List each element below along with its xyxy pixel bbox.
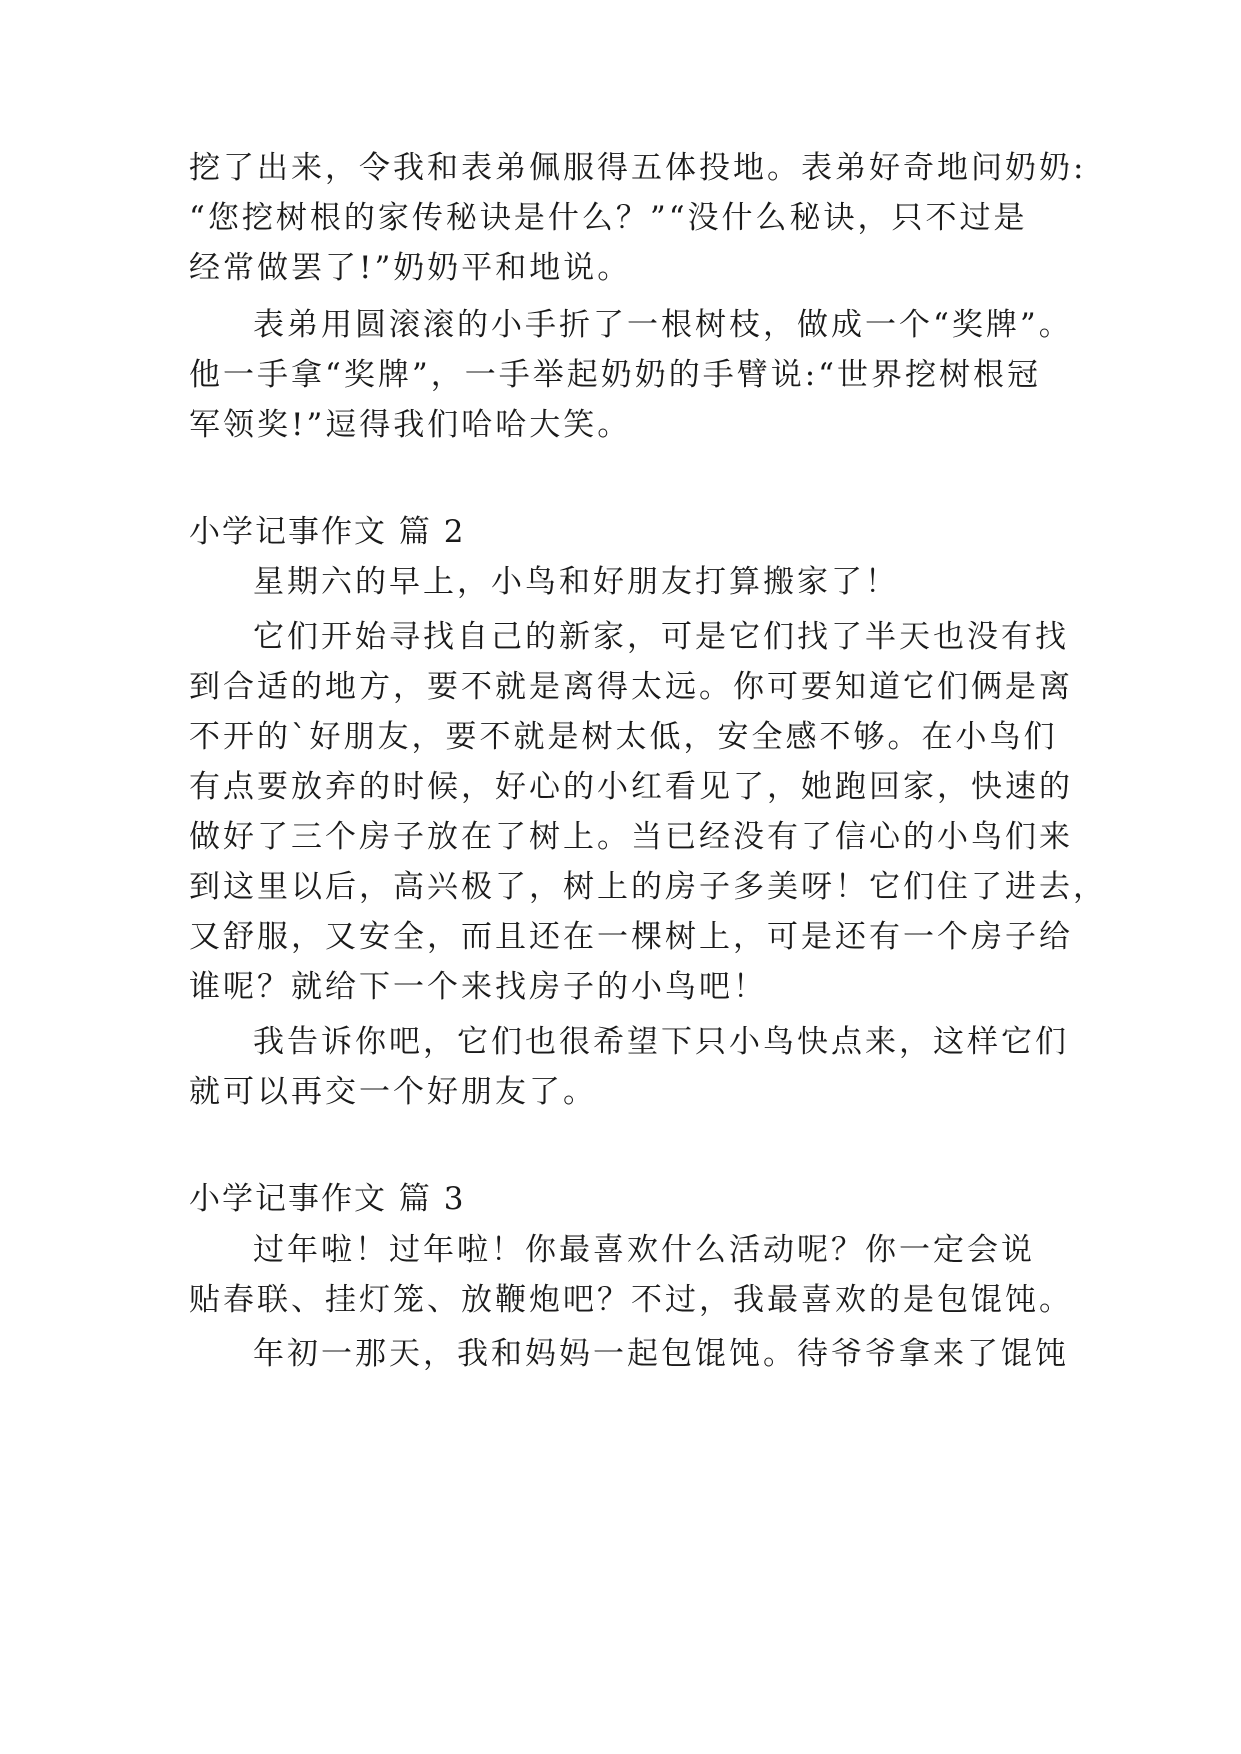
paragraph-line: 过年啦！过年啦！你最喜欢什么活动呢？你一定会说 (253, 1232, 1035, 1268)
paragraph-line: 挖了出来，令我和表弟佩服得五体投地。表弟好奇地问奶奶: (189, 150, 1087, 186)
paragraph-line: 他一手拿“奖牌”，一手举起奶奶的手臂说:“世界挖树根冠 (189, 357, 1041, 393)
paragraph-line: 不开的`好朋友，要不就是树太低，安全感不够。在小鸟们 (189, 719, 1058, 755)
paragraph-line: 经常做罢了!”奶奶平和地说。 (189, 250, 632, 286)
paragraph-line: “您挖树根的家传秘诀是什么？”“没什么秘诀，只不过是 (189, 200, 1028, 236)
section-heading: 小学记事作文 篇 3 (189, 1181, 466, 1217)
paragraph-line: 星期六的早上，小鸟和好朋友打算搬家了！ (253, 564, 899, 600)
paragraph-line: 又舒服，又安全，而且还在一棵树上，可是还有一个房子给 (189, 919, 1073, 955)
paragraph-line: 谁呢？就给下一个来找房子的小鸟吧！ (189, 969, 767, 1005)
paragraph-line: 做好了三个房子放在了树上。当已经没有了信心的小鸟们来 (189, 819, 1073, 855)
paragraph-line: 表弟用圆滚滚的小手折了一根树枝，做成一个“奖牌”。 (253, 307, 1073, 343)
paragraph-line: 它们开始寻找自己的新家，可是它们找了半天也没有找 (253, 619, 1069, 655)
paragraph-line: 就可以再交一个好朋友了。 (189, 1074, 597, 1110)
paragraph-line: 到合适的地方，要不就是离得太远。你可要知道它们俩是离 (189, 669, 1073, 705)
paragraph-line: 军领奖!”逗得我们哈哈大笑。 (189, 407, 632, 443)
paragraph-line: 贴春联、挂灯笼、放鞭炮吧？不过，我最喜欢的是包馄饨。 (189, 1282, 1073, 1318)
paragraph-line: 我告诉你吧，它们也很希望下只小鸟快点来，这样它们 (253, 1024, 1069, 1060)
paragraph-line: 到这里以后，高兴极了，树上的房子多美呀！它们住了进去， (189, 869, 1107, 905)
section-heading: 小学记事作文 篇 2 (189, 514, 466, 550)
paragraph-line: 有点要放弃的时候，好心的小红看见了，她跑回家，快速的 (189, 769, 1073, 805)
paragraph-line: 年初一那天，我和妈妈一起包馄饨。待爷爷拿来了馄饨 (253, 1336, 1069, 1372)
